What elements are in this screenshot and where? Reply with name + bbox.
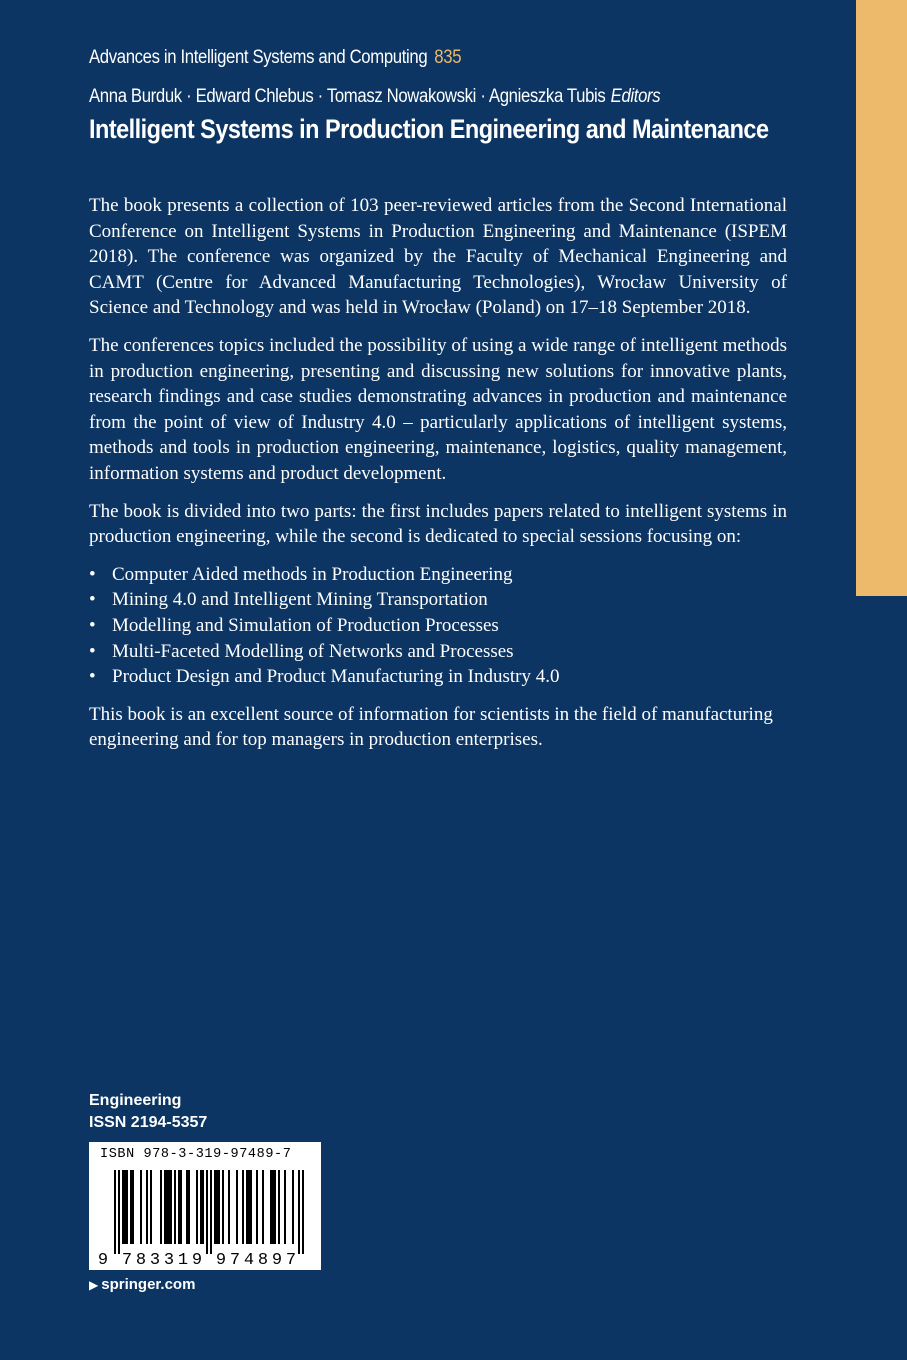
barcode-bar <box>216 1170 218 1244</box>
barcode-bar <box>302 1170 304 1254</box>
isbn-label: ISBN 978-3-319-97489-7 <box>100 1147 292 1162</box>
barcode-bar <box>262 1170 264 1244</box>
barcode-bar <box>126 1170 128 1244</box>
issn-label: ISSN 2194-5357 <box>89 1114 208 1131</box>
series-volume: 835 <box>434 47 462 68</box>
barcode-bar <box>206 1170 208 1254</box>
barcode-bar <box>124 1170 126 1244</box>
barcode-digit: 1 <box>177 1251 189 1270</box>
barcode-bar <box>270 1170 272 1244</box>
description-paragraph: The conferences topics included the possibility of using a wide range of intelligent methods in production engineering, presenting and discussing new solutions for innovative plants, research findings and case studies demonstrating advances in production and maintenance from the point of view of Industry 4.0 – particularly applications of intelligent systems, methods and tools in production engineering, maintenance, logistics, quality management, information systems and product development. <box>89 334 787 484</box>
barcode-bar <box>284 1170 286 1244</box>
series-name: Advances in Intelligent Systems and Computing <box>89 47 428 68</box>
barcode-bar <box>186 1170 188 1244</box>
barcode-bar <box>228 1170 230 1244</box>
subject-label: Engineering <box>89 1092 182 1109</box>
barcode-digit: 7 <box>285 1251 297 1270</box>
barcode-digit: 9 <box>215 1251 227 1270</box>
barcode-bar <box>146 1170 148 1244</box>
list-item: • Multi-Faceted Modelling of Networks and Processes <box>89 639 787 665</box>
barcode-digit: 3 <box>163 1251 175 1270</box>
editors-line <box>89 86 660 108</box>
list-item: • Modelling and Simulation of Production Processes <box>89 613 787 639</box>
subject-block <box>89 1090 207 1134</box>
description-paragraph: The book is divided into two parts: the first includes papers related to intelligent systems in production engineering, while the second is dedicated to special sessions focusing on: <box>89 500 787 548</box>
barcode-bar <box>256 1170 258 1244</box>
barcode-bar <box>246 1170 248 1244</box>
barcode-bar <box>166 1170 168 1244</box>
barcode-bar <box>196 1170 198 1244</box>
barcode-digit: 8 <box>257 1251 269 1270</box>
description-paragraph: The book presents a collection of 103 peer-reviewed articles from the Second International Conference on Intelligent Systems in Production Engineering and Maintenance (ISPEM 2018). The conference was organized by the Faculty of Mechanical Engineering and CAMT (Centre for Advanced Manufacturing Technologies), Wrocław University of Science and Technology and was held in Wrocław (Poland) on 17–18 September 2018. <box>89 195 787 319</box>
barcode-digit: 9 <box>271 1251 283 1270</box>
barcode-digit: 7 <box>229 1251 241 1270</box>
website-label: springer.com <box>101 1276 196 1293</box>
barcode-bar <box>178 1170 180 1244</box>
book-title: Intelligent Systems in Production Engineering and Maintenance <box>89 114 769 144</box>
barcode-bar <box>160 1170 162 1244</box>
barcode-bar <box>188 1170 190 1244</box>
barcode-bar <box>140 1170 142 1244</box>
barcode-bar <box>298 1170 300 1254</box>
barcode-bar <box>218 1170 220 1244</box>
barcode-bar <box>274 1170 276 1244</box>
barcode-bar <box>248 1170 250 1244</box>
barcode-bar <box>200 1170 202 1244</box>
barcode-digit: 9 <box>97 1251 109 1270</box>
barcode-bar <box>168 1170 170 1244</box>
barcode-bar <box>180 1170 182 1244</box>
barcode-digit: 4 <box>243 1251 255 1270</box>
barcode-box <box>89 1142 321 1270</box>
barcode-digit: 9 <box>191 1251 203 1270</box>
barcode-bar <box>222 1170 224 1244</box>
barcode-bar <box>122 1170 124 1244</box>
barcode-bar <box>150 1170 152 1244</box>
barcode-bar <box>114 1170 116 1254</box>
barcode-bar <box>118 1170 120 1254</box>
list-item: • Mining 4.0 and Intelligent Mining Transportation <box>89 587 787 613</box>
editor-names: Anna Burduk · Edward Chlebus · Tomasz Nowakowski · Agnieszka Tubis <box>89 86 606 107</box>
barcode-bar <box>214 1170 216 1244</box>
barcode-digit: 8 <box>135 1251 147 1270</box>
barcode-bar <box>132 1170 134 1244</box>
barcode-bar <box>242 1170 244 1244</box>
publisher-website[interactable] <box>89 1276 195 1293</box>
accent-strip <box>856 0 907 596</box>
barcode-bar <box>278 1170 280 1244</box>
arrow-right-icon: ▶ <box>89 1278 99 1292</box>
barcode-bar <box>174 1170 176 1244</box>
series-line <box>89 47 461 69</box>
barcode-bar <box>236 1170 238 1244</box>
barcode-bar <box>272 1170 274 1244</box>
barcode-digit: 7 <box>121 1251 133 1270</box>
book-description <box>89 193 787 765</box>
barcode-bar <box>250 1170 252 1244</box>
barcode-bar <box>130 1170 132 1244</box>
list-item: • Product Design and Product Manufacturing in Industry 4.0 <box>89 664 787 690</box>
barcode-bar <box>292 1170 294 1244</box>
barcode-digit: 3 <box>149 1251 161 1270</box>
sessions-list <box>89 562 787 690</box>
editors-role: Editors <box>610 86 661 107</box>
barcode-bar <box>164 1170 166 1244</box>
barcode-bar <box>170 1170 172 1244</box>
list-item: • Computer Aided methods in Production Engineering <box>89 562 787 588</box>
barcode-bar <box>210 1170 212 1254</box>
closing-paragraph: This book is an excellent source of information for scientists in the field of manufacturing engineering and for top managers in production enterprises. <box>89 703 773 751</box>
barcode-bar <box>202 1170 204 1244</box>
